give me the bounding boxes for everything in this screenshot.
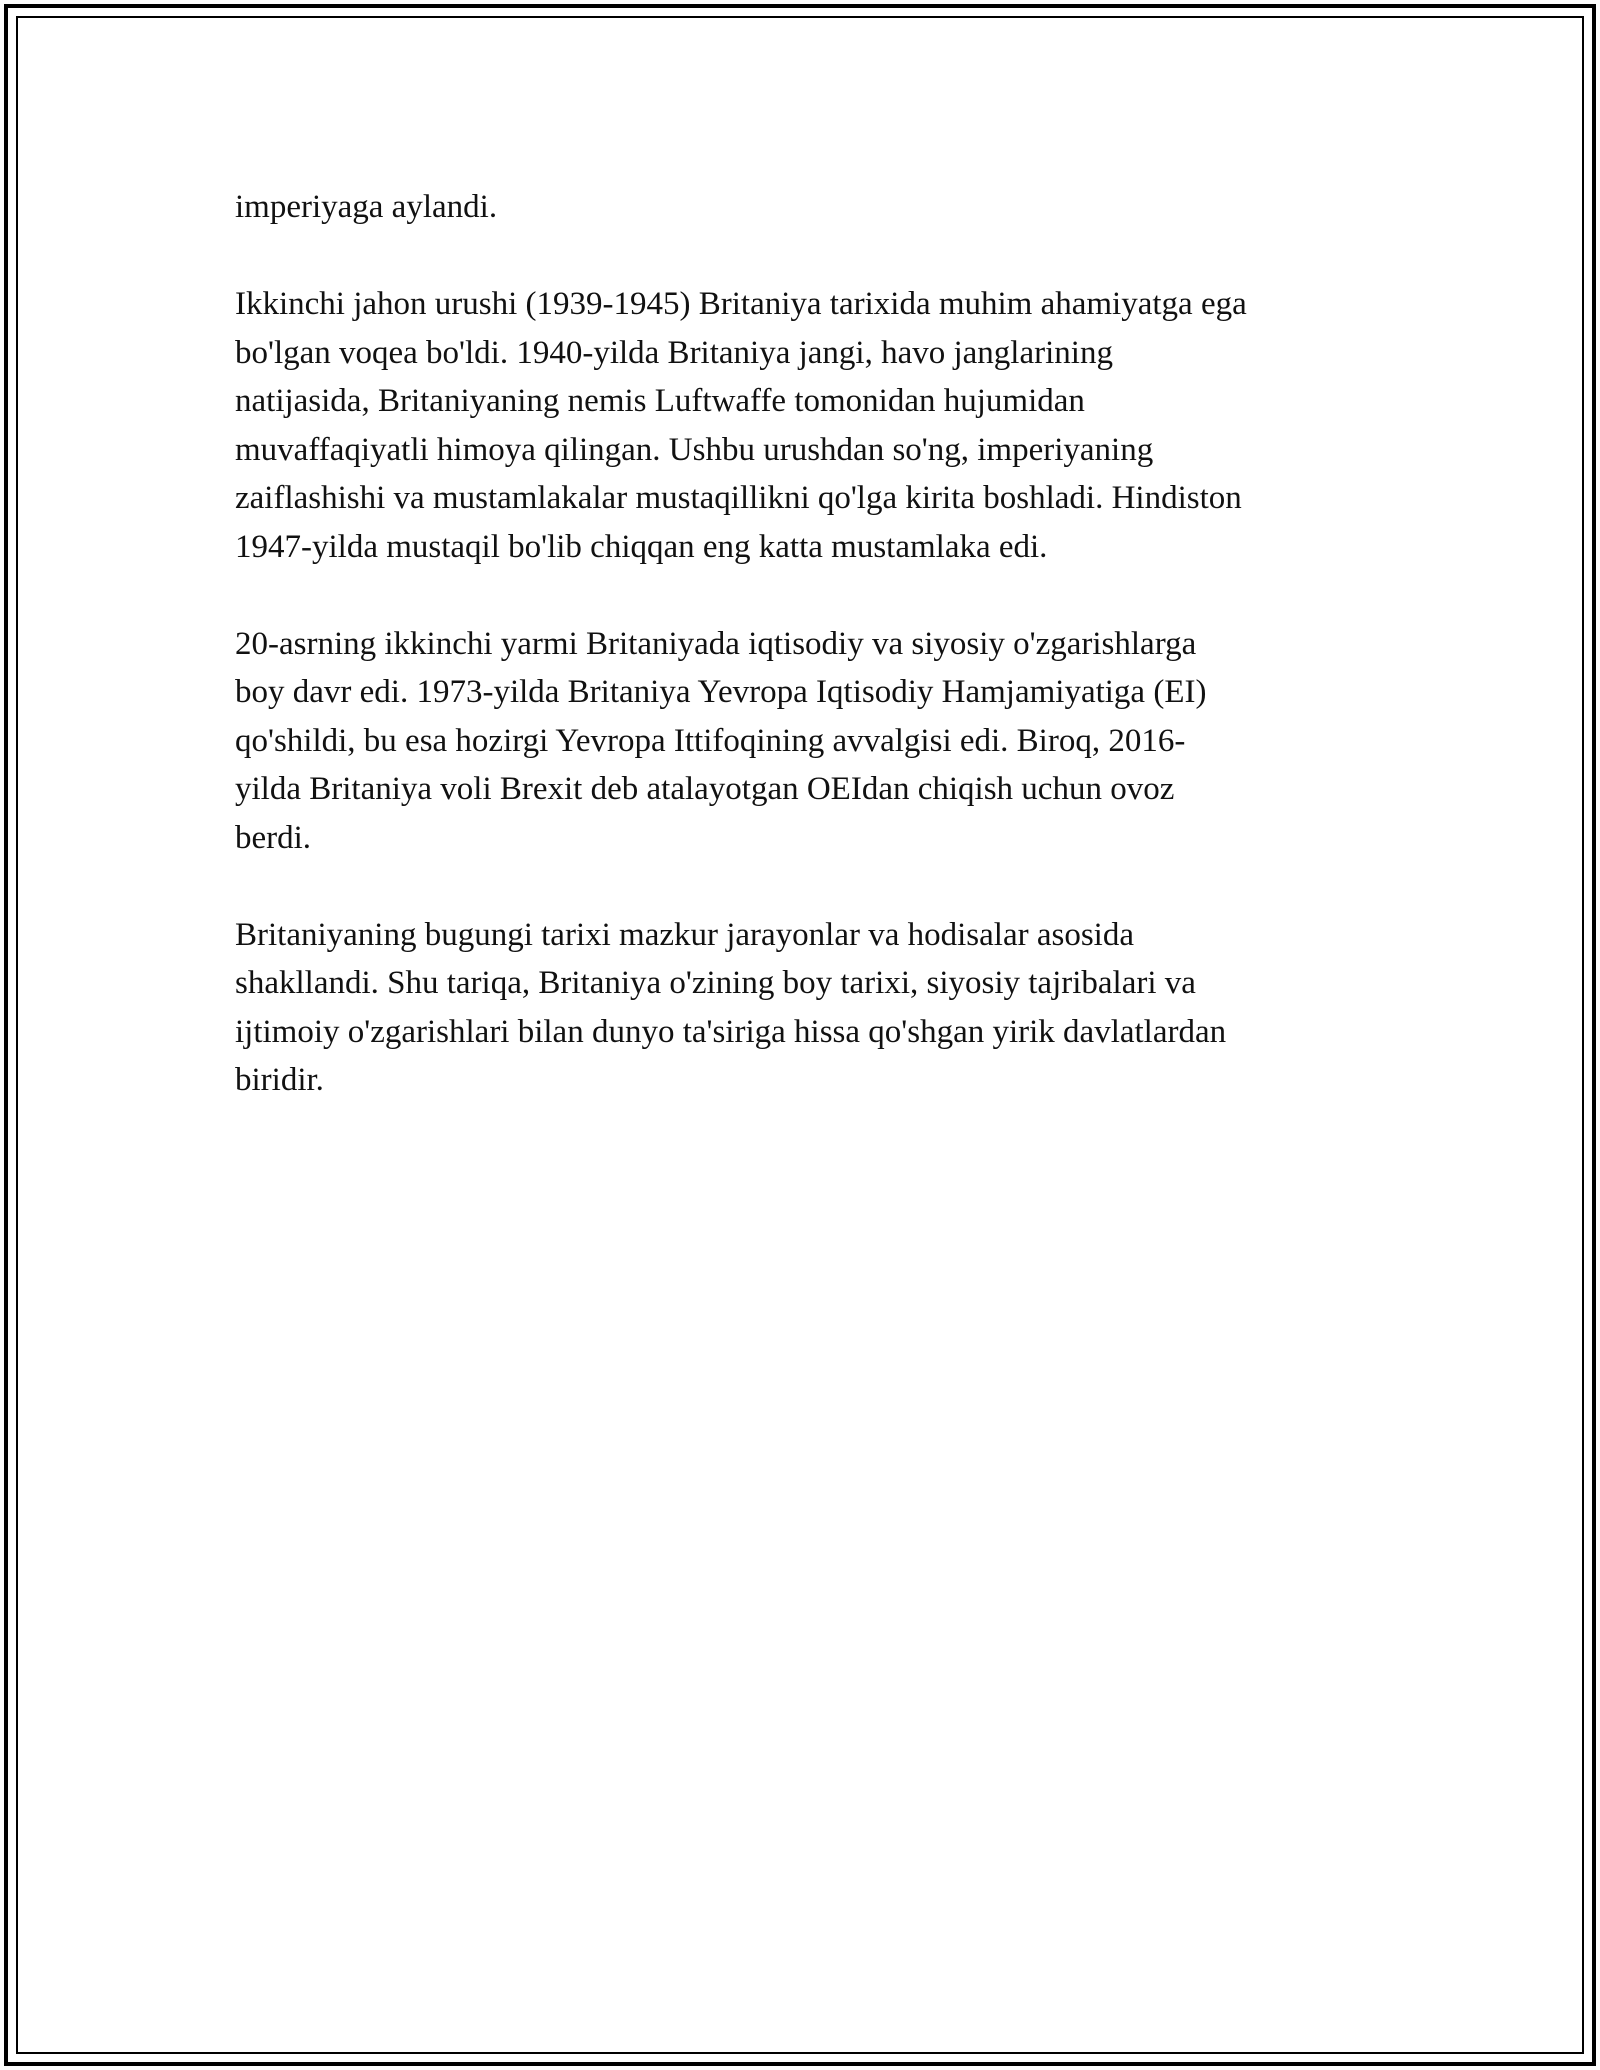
text-line: qo'shildi, bu esa hozirgi Yevropa Ittifoqining avvalgisi edi. Biroq, 2016-	[235, 722, 1186, 759]
text-line: biridir.	[235, 1062, 324, 1098]
text-line: 20-asrning ikkinchi yarmi Britaniyada iqtisodiy va siyosiy o'zgarishlarga	[235, 625, 1197, 662]
text-line: Ikkinchi jahon urushi (1939-1945) Britaniya tarixida muhim ahamiyatga ega	[235, 286, 1247, 322]
text-line: Britaniyaning bugungi tarixi mazkur jarayonlar va hodisalar asosida	[235, 916, 1134, 953]
text-line: imperiyaga aylandi.	[235, 189, 498, 225]
paragraph-2	[235, 280, 1375, 571]
text-line: natijasida, Britaniyaning nemis Luftwaffe tomonidan hujumidan	[235, 383, 1085, 419]
text-line: boy davr edi. 1973-yilda Britaniya Yevropa Iqtisodiy Hamjamiyatiga (EI)	[235, 674, 1207, 710]
text-line: muvaffaqiyatli himoya qilingan. Ushbu urushdan so'ng, imperiyaning	[235, 431, 1154, 468]
paragraph-4	[235, 911, 1375, 1105]
document-body	[235, 183, 1375, 1153]
text-line: bo'lgan voqea bo'ldi. 1940-yilda Britaniya jangi, havo janglarining	[235, 334, 1113, 371]
text-line: berdi.	[235, 819, 312, 856]
text-line: shakllandi. Shu tariqa, Britaniya o'zining boy tarixi, siyosiy tajribalari va	[235, 965, 1196, 1001]
text-line: ijtimoiy o'zgarishlari bilan dunyo ta'siriga hissa qo'shgan yirik davlatlardan	[235, 1013, 1227, 1050]
text-line: yilda Britaniya voli Brexit deb atalayotgan OEIdan chiqish uchun ovoz	[235, 771, 1175, 807]
text-line: 1947-yilda mustaqil bo'lib chiqqan eng katta mustamlaka edi.	[235, 528, 1048, 565]
paragraph-3	[235, 620, 1375, 863]
text-line: zaiflashishi va mustamlakalar mustaqillikni qo'lga kirita boshladi. Hindiston	[235, 480, 1242, 516]
paragraph-1	[235, 183, 1375, 232]
